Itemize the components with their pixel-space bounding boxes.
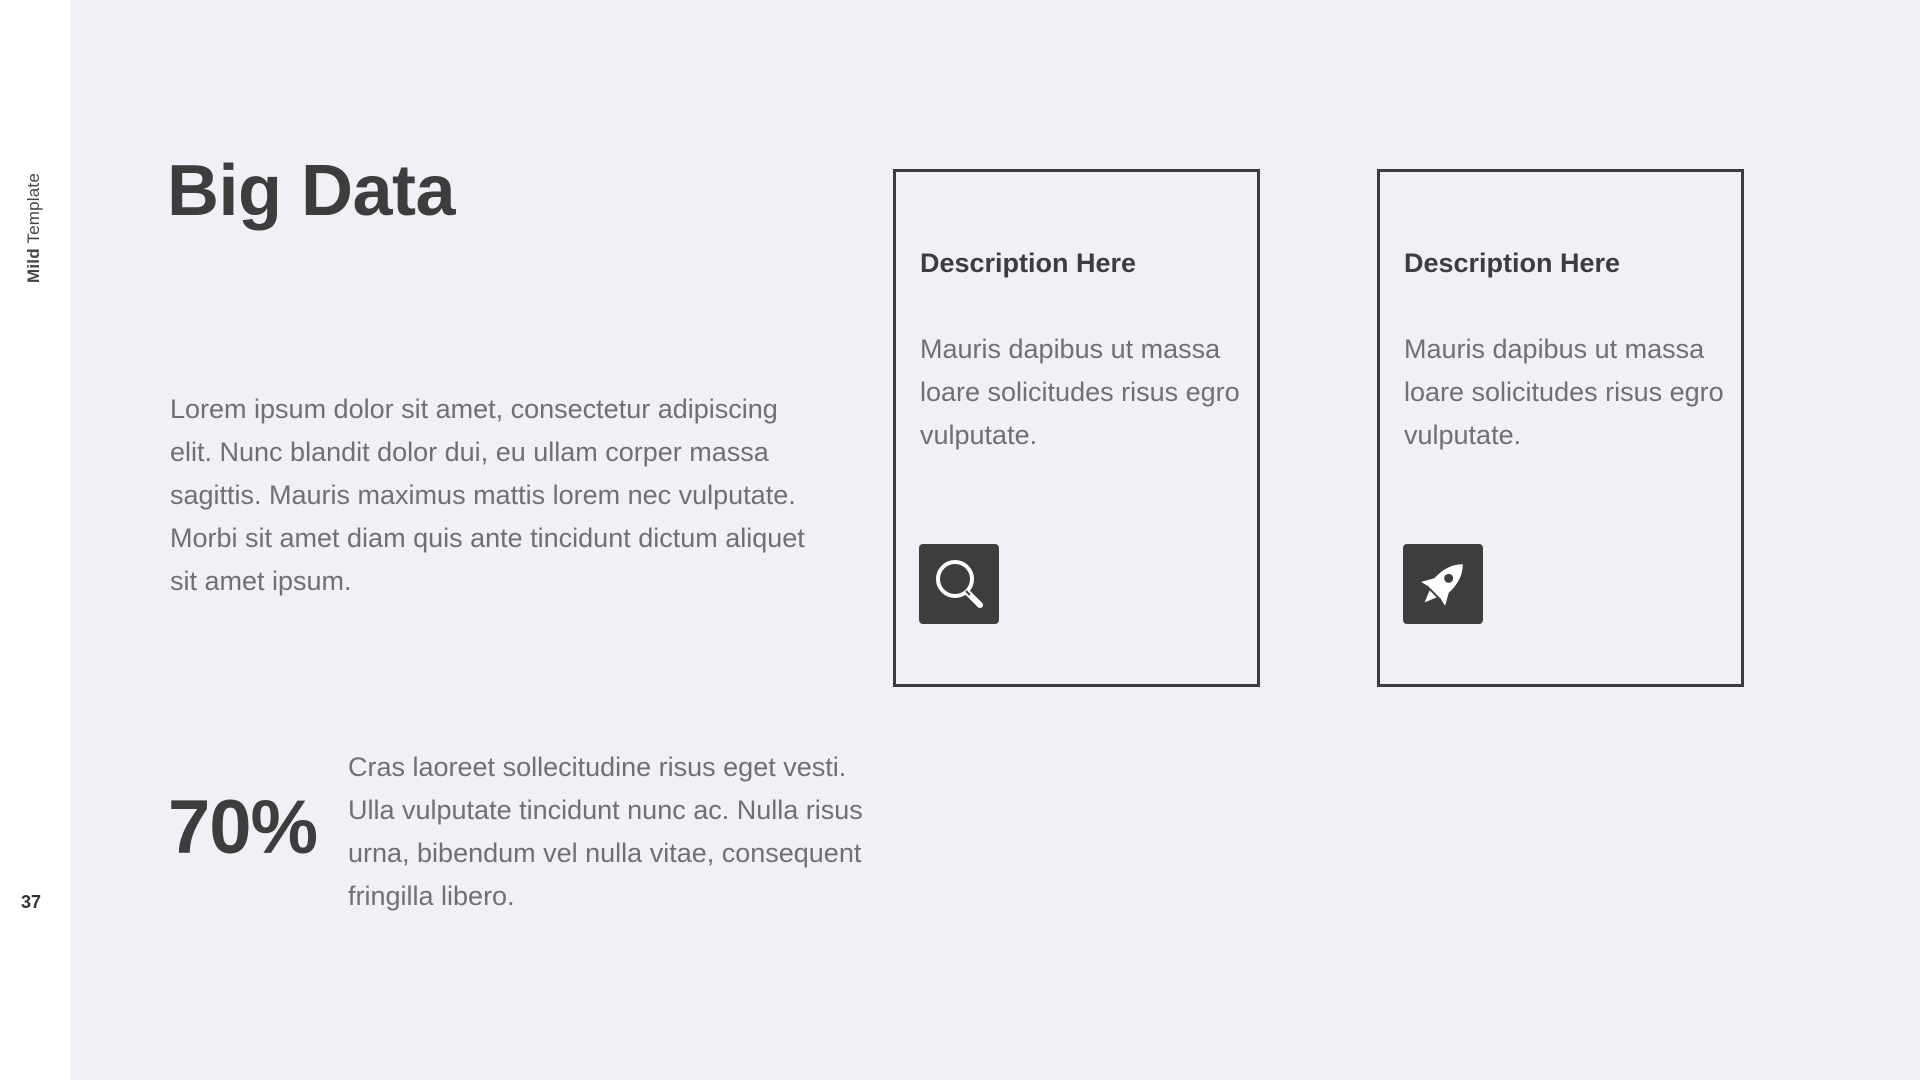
- brand-label-light: Template: [24, 172, 43, 244]
- brand-label-bold: Mild: [24, 248, 43, 284]
- intro-paragraph: Lorem ipsum dolor sit amet, consectetur adipiscing elit. Nunc blandit dolor dui, eu ullam corper massa sagittis. Mauris maximus mattis lorem nec vulputate. Morbi sit amet diam quis ante tincidunt dictum aliquet sit amet ipsum.: [170, 394, 805, 596]
- stat-value: 70%: [168, 785, 318, 870]
- sidebar: [0, 0, 70, 1080]
- search-icon: [919, 544, 999, 624]
- card-text: Mauris dapibus ut massa loare solicitudes risus egro vulputate.: [920, 334, 1240, 450]
- slide-title: Big Data: [167, 151, 456, 231]
- rocket-icon: [1403, 544, 1483, 624]
- card-title: Description Here: [1404, 248, 1621, 278]
- description-card-search: [893, 169, 1260, 687]
- description-card-rocket: [1377, 169, 1744, 687]
- card-text: Mauris dapibus ut massa loare solicitudes risus egro vulputate.: [1404, 334, 1724, 450]
- slide-content: [70, 0, 1920, 1080]
- stat-description: Cras laoreet sollecitudine risus eget vesti. Ulla vulputate tincidunt nunc ac. Nulla risus urna, bibendum vel nulla vitae, consequent fringilla libero.: [348, 752, 863, 911]
- page-number: 37: [20, 892, 42, 912]
- brand-label: [24, 173, 44, 283]
- card-title: Description Here: [920, 248, 1137, 278]
